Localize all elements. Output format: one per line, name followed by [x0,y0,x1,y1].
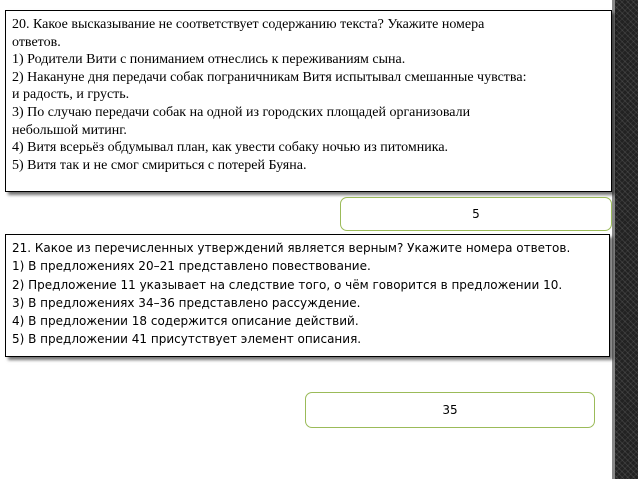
question-21-box [5,234,610,357]
question-21-option-2: 2) Предложение 11 указывает на следствие того, о чём говорится в предложении 10. [12,277,563,292]
question-20-option-2: 2) Накануне дня передачи собак пограничникам Витя испытывал смешанные чувства: [12,69,527,85]
question-20-option-4: 4) Витя всерьёз обдумывал план, как увести собаку ночью из питомника. [12,140,449,156]
question-20-option-5: 5) Витя так и не смог смириться с потерей Буяна. [12,157,307,173]
decorative-side-strip [612,0,638,479]
question-21-answer: 35 [442,403,458,417]
question-20-answer: 5 [472,207,480,221]
question-20-option-2-cont: и радость, и грусть. [12,87,130,103]
question-20-box [5,10,612,192]
question-20-option-3-cont: небольшой митинг. [12,122,127,138]
question-21-option-5: 5) В предложении 41 присутствует элемент описания. [12,332,362,347]
question-21-answer-box [305,392,595,428]
question-20-title-cont: ответов. [12,34,61,50]
question-21-option-1: 1) В предложениях 20–21 представлено повествование. [12,259,371,274]
side-strip-edge [612,0,615,479]
question-21-title: 21. Какое из перечисленных утверждений является верным? Укажите номера ответов. [12,241,571,255]
question-20-option-3: 3) По случаю передачи собак на одной из городских площадей организовали [12,104,471,120]
question-21-option-4: 4) В предложении 18 содержится описание действий. [12,314,359,329]
question-20-title: 20. Какое высказывание не соответствует содержанию текста? Укажите номера [12,17,485,32]
question-20-option-1: 1) Родители Вити с пониманием отнеслись к переживаниям сына. [12,52,406,68]
question-20-answer-box [340,197,612,231]
question-21-option-3: 3) В предложениях 34–36 представлено рассуждение. [12,295,361,310]
